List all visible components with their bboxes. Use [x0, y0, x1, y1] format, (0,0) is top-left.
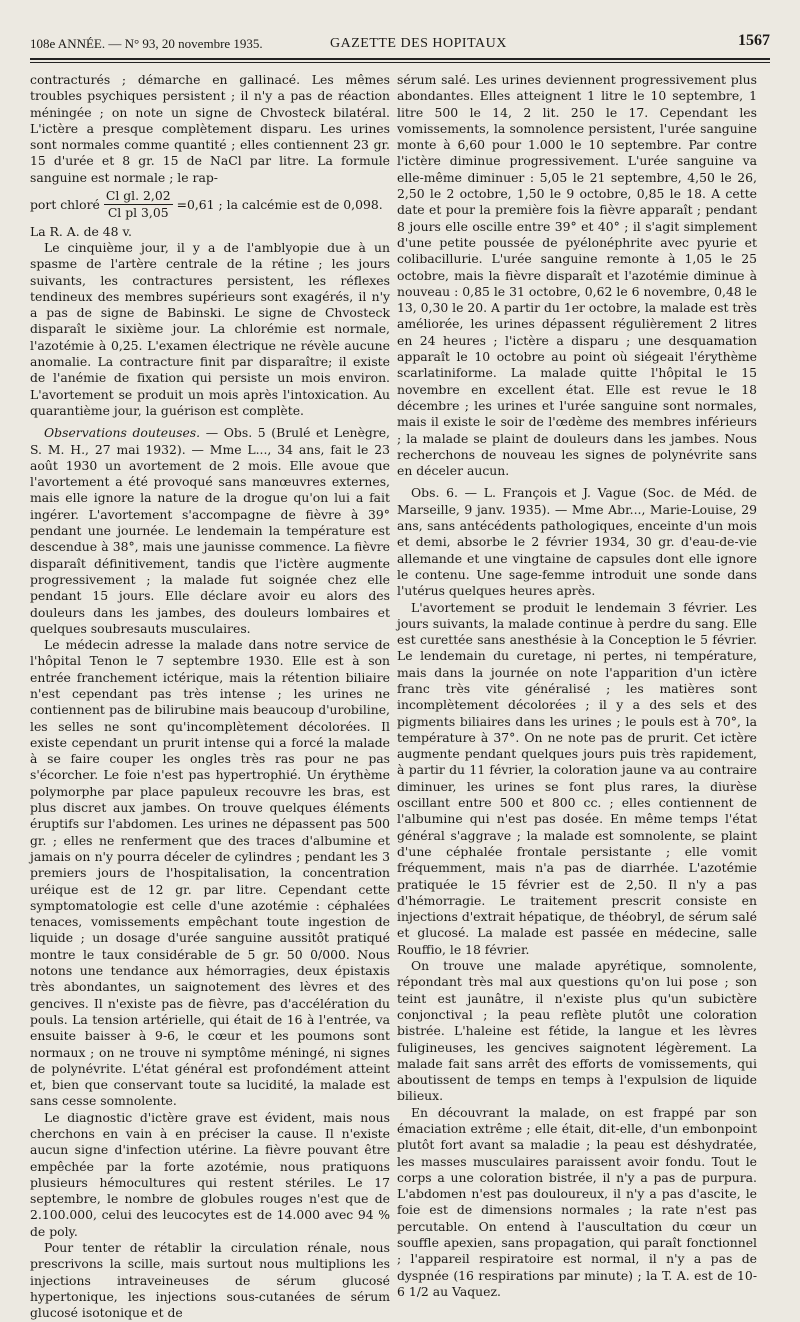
observation-6: Obs. 6. — L. François et J. Vague (Soc. de Méd. de Marseille, 9 janv. 1935). — Mme Abr..., Marie-Louise, 29 ans, sans antécédents pathologiques, enceinte d'un mois et demi, absorbe le 2 février 1934, 30 gr. d'eau-de-vie allemande et une vingtaine de capsules dont elle ignore le contenu. Une sage-femme introduit une sonde dans l'utérus quelques heures après. [397, 485, 757, 599]
header-rule-bottom [30, 62, 770, 63]
observation-5 [30, 425, 390, 637]
paragraph: La R. A. de 48 v. [30, 223, 132, 239]
formula-prefix: port chloré [30, 196, 100, 212]
running-header [30, 32, 770, 56]
paragraph: L'avortement se produit le lendemain 3 février. Les jours suivants, la malade continue à perdre du sang. Elle est curettée sans anesthésie à la Conception le 5 février. Le lendemain du curetage, ni pertes, ni température, mais dans la journée on note l'apparition d'un ictère franc très vite généralisé ; les matières sont incomplètement décolorées ; il y a des sels et des pigments biliaires dans les urines ; le pouls est à 70°, la température à 37°. On ne note pas de prurit. Cet ictère augmente pendant quelques jours puis très rapidement, à partir du 11 février, la coloration jaune va au contraire diminuer, les urines se font plus rares, la diurèse oscillant entre 500 et 800 cc. ; elles contiennent de l'albumine qui n'est pas dosée. En même temps l'état général s'aggrave ; la malade est somnolente, se plaint d'une céphalée frontale persistante ; elle vomit fréquemment, mais n'a pas de diarrhée. L'azotémie pratiquée le 15 février est de 2,50. Il n'y a pas d'hémorragie. Le traitement prescrit consiste en injections d'extrait hépatique, de théobryl, de sérum salé et glucosé. La malade est passée en médecine, salle Rouffio, le 18 février. [397, 599, 757, 957]
fraction-denominator: Cl pl 3,05 [107, 205, 169, 221]
issue-line: 108e ANNÉE. — N° 93, 20 novembre 1935. [30, 36, 263, 51]
fraction [104, 188, 173, 222]
header-rule-top [30, 58, 770, 60]
paragraph: Pour tenter de rétablir la circulation rénale, nous prescrivons la scille, mais surtout nous multiplions les injections intraveineuses de sérum glucosé hypertonique, les injections sous-cutanées de sérum glucosé isotonique et de [30, 1240, 390, 1321]
observation-text: — Obs. 5 (Brulé et Lenègre, S. M. H., 27 mai 1932). — Mme L..., 34 ans, fait le 23 août 1930 un avortement de 2 mois. Elle avoue que l'avortement a été provoqué sans manœuvres externes, mais elle ignore la nature de la drogue qu'on lui a fait ingérer. L'avortement s'accompagne de fièvre à 39° pendant une journée. Le lendemain la température est descendue à 38°, mais une jaunisse commence. La fièvre disparaît définitivement, tandis que l'ictère augmente progressivement ; la malade fut soignée chez elle pendant 15 jours. Elle déclare avoir eu alors des douleurs dans les jambes, des douleurs lombaires et quelques soubresauts musculaires. [30, 425, 390, 636]
page-number: 1567 [738, 32, 770, 49]
paragraph: contracturés ; démarche en gallinacé. Les mêmes troubles psychiques persistent ; il n'y a pas de réaction méningée ; on note un signe de Chvosteck bilatéral. L'ictère a presque complètement disparu. Les urines sont normales comme quantité ; elles contiennent 23 gr. 15 d'urée et 8 gr. 15 de NaCl par litre. La formule sanguine est normale ; le rap- [30, 72, 390, 185]
paragraph: sérum salé. Les urines deviennent progressivement plus abondantes. Elles atteignent 1 litre le 10 septembre, 1 litre 500 le 14, 2 lit. 250 le 17. Cependant les vomissements, la somnolence persistent, l'urée sanguine monte à 6,60 pour 1.000 le 10 septembre. Par contre l'ictère diminue progressivement. L'urée sanguine va elle-même diminuer : 5,05 le 21 septembre, 4,50 le 26, 2,50 le 2 octobre, 1,50 le 9 octobre, 0,85 le 18. A cette date et pour la première fois la fièvre apparaît ; pendant 8 jours elle oscille entre 39° et 40° ; il s'agit simplement d'une petite poussée de pyélonéphrite avec pyurie et colibacillurie. L'urée sanguine remonte à 1,05 le 25 octobre, mais la fièvre disparaît et l'azotémie diminue à nouveau : 0,85 le 31 octobre, 0,62 le 6 novembre, 0,48 le 13, 0,30 le 20. A partir du 1er octobre, la malade est très améliorée, les urines dépassent régulièrement 2 litres en 24 heures ; l'ictère a disparu ; une desquamation apparaît le 10 octobre au point où siégeait l'érythème scarlatiniforme. La malade quitte l'hôpital le 15 novembre en excellent état. Elle est revue le 18 décembre ; les urines et l'urée sanguine sont normales, mais il existe le soir de l'œdème des membres inférieurs ; la malade se plaint de douleurs dans les jambes. Nous recherchons de nouveau les signes de polynévrite sans en déceler aucun. [397, 72, 757, 479]
paragraph: On trouve une malade apyrétique, somnolente, répondant très mal aux questions qu'on lui pose ; son teint est jaunâtre, il n'existe plus qu'un subictère conjonctival ; la peau reflète plutôt une coloration bistrée. L'haleine est fétide, la langue et les lèvres fuligineuses, les gencives saignotent légèrement. La malade fait sans arrêt des efforts de vomissements, qui aboutissent de temps en temps à l'expulsion de liquide bilieux. [397, 958, 757, 1104]
paragraph: Le diagnostic d'ictère grave est évident, mais nous cherchons en vain à en préciser la cause. Il n'existe aucun signe d'infection utérine. La fièvre pouvant être empêchée par la forte azotémie, nous pratiquons plusieurs hémocultures qui restent stériles. Le 17 septembre, le nombre de globules rouges n'est que de 2.100.000, celui des leucocytes est de 14.000 avec 94 % de poly. [30, 1109, 390, 1239]
section-lead: Observations douteuses. [44, 425, 201, 441]
journal-title: GAZETTE DES HOPITAUX [330, 36, 507, 51]
fraction-numerator: Cl gl. 2,02 [104, 188, 173, 205]
paragraph: Le cinquième jour, il y a de l'amblyopie due à un spasme de l'artère centrale de la rétine ; les jours suivants, les contractures persistent, les réflexes tendineux des membres supérieurs sont exagérés, il n'y a pas de signe de Babinski. Le signe de Chvosteck disparaît le sixième jour. La chlorémie est normale, l'azotémie à 0,25. L'examen électrique ne révèle aucune anomalie. La contracture finit par disparaître; il existe de l'anémie de fixation qui persiste un mois environ. L'avortement se produit un mois après l'intoxication. Au quarantième jour, la guérison est complète. [30, 239, 390, 418]
right-column [397, 72, 757, 1299]
paragraph: En découvrant la malade, on est frappé par son émaciation extrême ; elle était, dit-elle, d'un embonpoint plutôt fort avant sa maladie ; la peau est déshydratée, les masses musculaires paraissent avoir fondu. Tout le corps a une coloration bistrée, il n'y a pas de purpura. L'abdomen n'est pas douloureux, il n'y a pas d'ascite, le foie est de dimensions normales ; la rate n'est pas percutable. On entend à l'auscultation du cœur un souffle apexien, sans propagation, qui paraît fonctionnel ; l'appareil respiratoire est normal, il n'y a pas de dyspnée (16 respirations par minute) ; la T. A. est de 10-6 1/2 au Vaquez. [397, 1104, 757, 1299]
paragraph: Le médecin adresse la malade dans notre service de l'hôpital Tenon le 7 septembre 1930. Elle est à son entrée franchement ictérique, mais la rétention biliaire n'est cependant pas très intense ; les urines ne contiennent pas de bilirubine mais beaucoup d'urobiline, les selles ne sont qu'incomplètement décolorées. Il existe cependant un prurit intense qui a forcé la malade à se faire couper les ongles très ras pour ne pas s'écorcher. Le foie n'est pas hypertrophié. Un érythème polymorphe par place papuleux recouvre les bras, est plus discret aux jambes. On trouve quelques éléments éruptifs sur l'abdomen. Les urines ne dépassent pas 500 gr. ; elles ne renferment que des traces d'albumine et jamais on n'y pourra déceler de cylindres ; pendant les 3 premiers jours de l'hospitalisation, la concentration uréique est de 12 gr. par litre. Cependant cette symptomatologie est celle d'une azotémie : céphalées tenaces, vomissements empêchant toute ingestion de liquide ; un dosage d'urée sanguine aussitôt pratiqué montre le taux considérable de 5 gr. 50 0/000. Nous notons une tendance aux hémorragies, deux épistaxis très abondantes, un saignotement des lèvres et des gencives. Il n'existe pas de fièvre, pas d'accélération du pouls. La tension artérielle, qui était de 16 à l'entrée, va ensuite baisser à 9-6, le cœur et les poumons sont normaux ; on ne trouve ni symptôme méningé, ni signes de polynévrite. L'état général est profondément atteint et, bien que conservant toute sa lucidité, la malade est sans cesse somnolente. [30, 637, 390, 1109]
formula-suffix: =0,61 ; la calcémie est de 0,098. [176, 196, 383, 212]
chlorine-ratio-formula [30, 188, 390, 222]
left-column [30, 72, 390, 1321]
